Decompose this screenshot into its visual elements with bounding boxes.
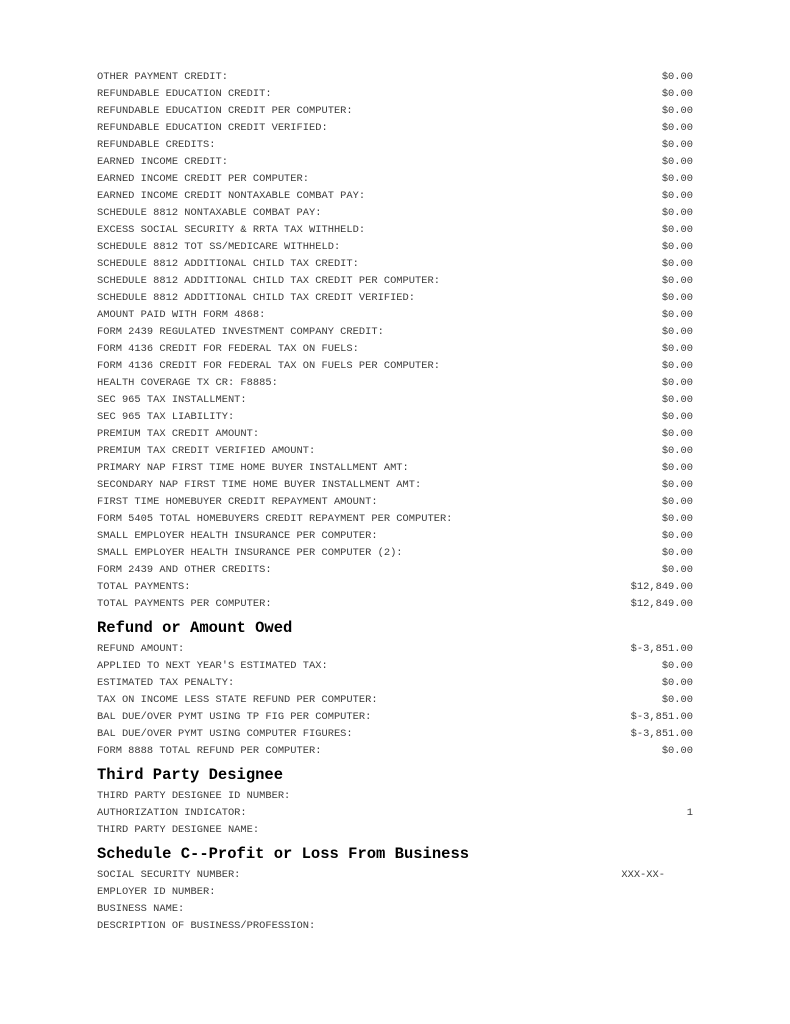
- field-label: EARNED INCOME CREDIT:: [97, 155, 228, 168]
- field-row: [97, 787, 693, 804]
- section-heading: Third Party Designee: [97, 766, 284, 784]
- field-row: [97, 691, 693, 708]
- field-row: [97, 170, 693, 187]
- field-row: [97, 306, 693, 323]
- field-label: PREMIUM TAX CREDIT VERIFIED AMOUNT:: [97, 444, 316, 457]
- field-value: $0.00: [661, 744, 693, 757]
- field-value: $0.00: [661, 410, 693, 423]
- field-label: EARNED INCOME CREDIT NONTAXABLE COMBAT PAY:: [97, 189, 366, 202]
- field-label: SCHEDULE 8812 ADDITIONAL CHILD TAX CREDIT PER COMPUTER:: [97, 274, 440, 287]
- field-row: [97, 459, 693, 476]
- field-row: [97, 657, 693, 674]
- field-label: APPLIED TO NEXT YEAR'S ESTIMATED TAX:: [97, 659, 328, 672]
- field-label: SOCIAL SECURITY NUMBER:: [97, 868, 241, 881]
- field-value: 1: [686, 806, 693, 819]
- field-row: [97, 883, 693, 900]
- field-label: REFUNDABLE EDUCATION CREDIT VERIFIED:: [97, 121, 328, 134]
- field-row: [97, 578, 693, 595]
- field-row: [97, 204, 693, 221]
- field-label: HEALTH COVERAGE TX CR: F8885:: [97, 376, 278, 389]
- field-label: ESTIMATED TAX PENALTY:: [97, 676, 235, 689]
- field-row: [97, 408, 693, 425]
- field-row: [97, 187, 693, 204]
- field-label: BAL DUE/OVER PYMT USING COMPUTER FIGURES:: [97, 727, 353, 740]
- field-row: [97, 357, 693, 374]
- field-value: $-3,851.00: [630, 642, 693, 655]
- field-value: XXX-XX-: [621, 868, 665, 881]
- field-label: BUSINESS NAME:: [97, 902, 185, 915]
- field-row: [97, 595, 693, 612]
- field-row: [97, 221, 693, 238]
- field-value: $0.00: [661, 274, 693, 287]
- field-label: BAL DUE/OVER PYMT USING TP FIG PER COMPUTER:: [97, 710, 372, 723]
- field-value: $0.00: [661, 693, 693, 706]
- field-row: [97, 255, 693, 272]
- field-label: SCHEDULE 8812 ADDITIONAL CHILD TAX CREDIT VERIFIED:: [97, 291, 416, 304]
- field-value: $12,849.00: [630, 597, 693, 610]
- field-value: $0.00: [661, 325, 693, 338]
- field-row: [97, 544, 693, 561]
- field-row: [97, 238, 693, 255]
- field-value: $12,849.00: [630, 580, 693, 593]
- field-row: [97, 917, 693, 934]
- field-row: [97, 391, 693, 408]
- field-label: REFUNDABLE CREDITS:: [97, 138, 216, 151]
- field-label: FORM 2439 REGULATED INVESTMENT COMPANY CREDIT:: [97, 325, 384, 338]
- field-row: [97, 804, 693, 821]
- field-label: EXCESS SOCIAL SECURITY & RRTA TAX WITHHELD:: [97, 223, 366, 236]
- field-label: SEC 965 TAX LIABILITY:: [97, 410, 235, 423]
- field-value: $0.00: [661, 172, 693, 185]
- transcript-document: [97, 68, 693, 934]
- field-row: [97, 272, 693, 289]
- field-value: $0.00: [661, 376, 693, 389]
- field-label: TAX ON INCOME LESS STATE REFUND PER COMPUTER:: [97, 693, 378, 706]
- field-value: $0.00: [661, 676, 693, 689]
- field-value: $0.00: [661, 223, 693, 236]
- field-row: [97, 68, 693, 85]
- field-row: [97, 289, 693, 306]
- field-value: $0.00: [661, 444, 693, 457]
- field-label: SEC 965 TAX INSTALLMENT:: [97, 393, 247, 406]
- field-value: $0.00: [661, 659, 693, 672]
- field-label: THIRD PARTY DESIGNEE NAME:: [97, 823, 260, 836]
- field-row: [97, 527, 693, 544]
- field-value: $0.00: [661, 512, 693, 525]
- field-label: SCHEDULE 8812 NONTAXABLE COMBAT PAY:: [97, 206, 322, 219]
- field-row: [97, 674, 693, 691]
- field-label: SMALL EMPLOYER HEALTH INSURANCE PER COMPUTER (2):: [97, 546, 403, 559]
- field-row: [97, 476, 693, 493]
- field-value: $0.00: [661, 495, 693, 508]
- field-row: [97, 323, 693, 340]
- field-value: $0.00: [661, 461, 693, 474]
- field-value: $0.00: [661, 70, 693, 83]
- field-value: $0.00: [661, 478, 693, 491]
- field-row: [97, 153, 693, 170]
- field-label: FIRST TIME HOMEBUYER CREDIT REPAYMENT AMOUNT:: [97, 495, 378, 508]
- field-label: EARNED INCOME CREDIT PER COMPUTER:: [97, 172, 310, 185]
- field-row: [97, 510, 693, 527]
- field-value: $0.00: [661, 291, 693, 304]
- field-label: REFUND AMOUNT:: [97, 642, 185, 655]
- field-label: AMOUNT PAID WITH FORM 4868:: [97, 308, 266, 321]
- field-row: [97, 866, 693, 883]
- field-value: $-3,851.00: [630, 727, 693, 740]
- field-label: SMALL EMPLOYER HEALTH INSURANCE PER COMPUTER:: [97, 529, 378, 542]
- field-value: $0.00: [661, 189, 693, 202]
- field-value: $0.00: [661, 427, 693, 440]
- field-value: $0.00: [661, 308, 693, 321]
- field-row: [97, 102, 693, 119]
- section-heading: Schedule C--Profit or Loss From Business: [97, 845, 470, 863]
- field-row: [97, 725, 693, 742]
- field-value: $0.00: [661, 155, 693, 168]
- field-label: THIRD PARTY DESIGNEE ID NUMBER:: [97, 789, 291, 802]
- field-row: [97, 119, 693, 136]
- field-value: $0.00: [661, 393, 693, 406]
- field-label: PRIMARY NAP FIRST TIME HOME BUYER INSTALLMENT AMT:: [97, 461, 409, 474]
- field-row: [97, 561, 693, 578]
- field-label: SECONDARY NAP FIRST TIME HOME BUYER INSTALLMENT AMT:: [97, 478, 422, 491]
- field-row: [97, 442, 693, 459]
- field-label: REFUNDABLE EDUCATION CREDIT:: [97, 87, 272, 100]
- field-label: EMPLOYER ID NUMBER:: [97, 885, 216, 898]
- field-label: SCHEDULE 8812 ADDITIONAL CHILD TAX CREDIT:: [97, 257, 359, 270]
- field-label: FORM 8888 TOTAL REFUND PER COMPUTER:: [97, 744, 322, 757]
- field-label: FORM 4136 CREDIT FOR FEDERAL TAX ON FUELS PER COMPUTER:: [97, 359, 440, 372]
- field-value: $0.00: [661, 257, 693, 270]
- field-value: $0.00: [661, 546, 693, 559]
- field-value: $0.00: [661, 206, 693, 219]
- field-value: $0.00: [661, 359, 693, 372]
- field-label: TOTAL PAYMENTS PER COMPUTER:: [97, 597, 272, 610]
- field-row: [97, 742, 693, 759]
- field-value: $0.00: [661, 342, 693, 355]
- field-value: $0.00: [661, 121, 693, 134]
- field-label: REFUNDABLE EDUCATION CREDIT PER COMPUTER:: [97, 104, 353, 117]
- field-row: [97, 425, 693, 442]
- field-value: $0.00: [661, 529, 693, 542]
- field-label: PREMIUM TAX CREDIT AMOUNT:: [97, 427, 260, 440]
- field-value: $-3,851.00: [630, 710, 693, 723]
- field-label: OTHER PAYMENT CREDIT:: [97, 70, 228, 83]
- field-row: [97, 708, 693, 725]
- field-row: [97, 340, 693, 357]
- field-label: SCHEDULE 8812 TOT SS/MEDICARE WITHHELD:: [97, 240, 341, 253]
- field-row: [97, 374, 693, 391]
- field-row: [97, 821, 693, 838]
- field-value: $0.00: [661, 563, 693, 576]
- field-label: FORM 4136 CREDIT FOR FEDERAL TAX ON FUELS:: [97, 342, 359, 355]
- field-value: $0.00: [661, 240, 693, 253]
- field-row: [97, 136, 693, 153]
- field-value: $0.00: [661, 104, 693, 117]
- field-value: $0.00: [661, 138, 693, 151]
- field-label: DESCRIPTION OF BUSINESS/PROFESSION:: [97, 919, 316, 932]
- field-value: $0.00: [661, 87, 693, 100]
- field-row: [97, 493, 693, 510]
- field-label: FORM 2439 AND OTHER CREDITS:: [97, 563, 272, 576]
- field-label: FORM 5405 TOTAL HOMEBUYERS CREDIT REPAYMENT PER COMPUTER:: [97, 512, 453, 525]
- field-row: [97, 640, 693, 657]
- field-row: [97, 85, 693, 102]
- field-label: AUTHORIZATION INDICATOR:: [97, 806, 247, 819]
- section-heading: Refund or Amount Owed: [97, 619, 293, 637]
- field-label: TOTAL PAYMENTS:: [97, 580, 191, 593]
- field-row: [97, 900, 693, 917]
